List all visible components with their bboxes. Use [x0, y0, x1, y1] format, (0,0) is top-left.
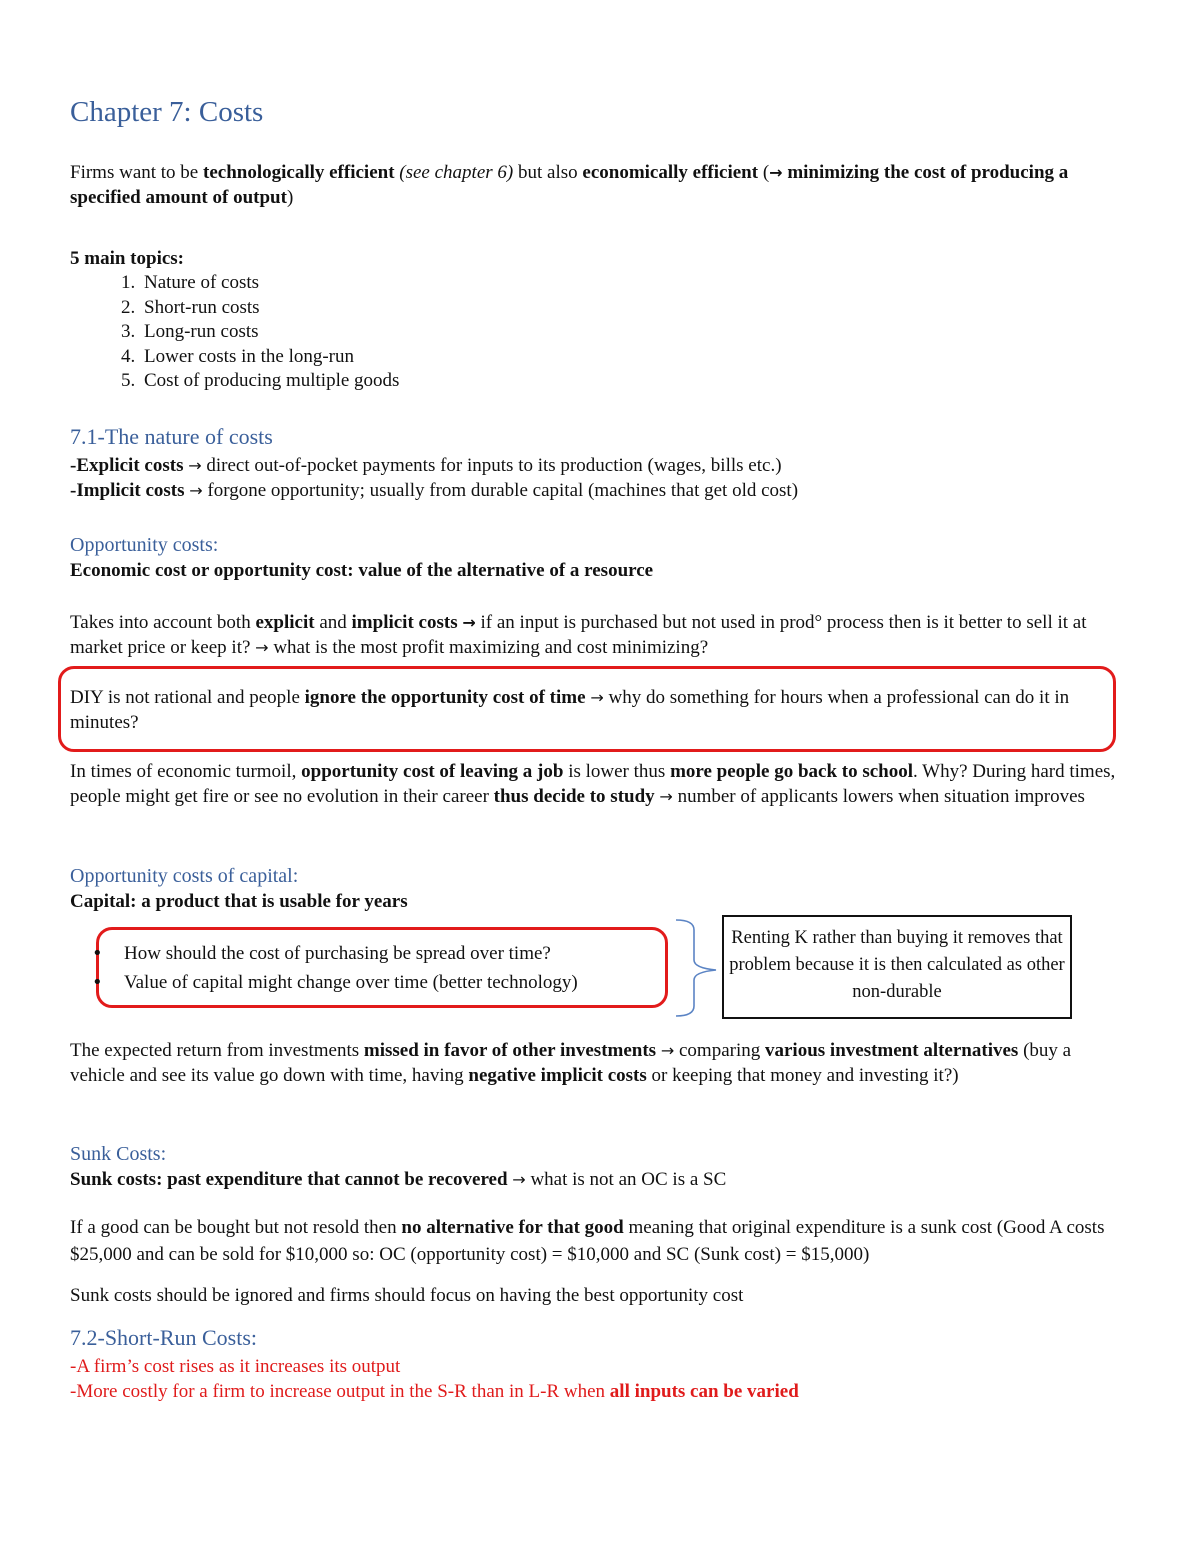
- sunk-costs-section: [70, 1141, 1130, 1192]
- bold-text: more people go back to school: [670, 761, 914, 782]
- list-item: 5. Cost of producing multiple goods: [140, 369, 1130, 394]
- intro-bold-economic: economically efficient: [582, 162, 759, 183]
- paragraph-text: comparing: [674, 1040, 765, 1061]
- turmoil-paragraph: [70, 759, 1130, 809]
- list-item: • Value of capital might change over time (better technology): [106, 968, 668, 997]
- bold-text: missed in favor of other investments: [363, 1040, 657, 1061]
- opportunity-costs-section: [70, 532, 1130, 583]
- bold-text: thus decide to study: [493, 786, 655, 807]
- opportunity-paragraph: [70, 610, 1130, 660]
- intro-text: but also: [513, 162, 583, 183]
- paragraph-text: Sunk costs should be ignored and firms should focus on having the best opportunity cost: [70, 1285, 744, 1306]
- explicit-costs-label: -Explicit costs: [70, 455, 184, 476]
- diy-callout-text: [70, 685, 1100, 735]
- bold-text: various investment alternatives: [765, 1040, 1019, 1061]
- paragraph-text: Takes into account both: [70, 612, 256, 633]
- intro-paragraph: [70, 160, 1130, 210]
- arrow-right-icon: →: [590, 688, 604, 707]
- arrow-right-icon: →: [255, 638, 269, 657]
- brace-connector: [668, 918, 728, 1018]
- paragraph-text: is lower thus: [563, 761, 671, 782]
- section-heading: Opportunity costs:: [70, 534, 219, 556]
- paragraph-text: (buy a vehicle and see its value go down with time, having: [70, 1040, 1072, 1086]
- bold-text: negative implicit costs: [468, 1065, 647, 1086]
- list-item: 4. Lower costs in the long-run: [140, 345, 1130, 370]
- implicit-costs-text: forgone opportunity; usually from durable capital (machines that get old cost): [202, 480, 799, 501]
- list-item: 3. Long-run costs: [140, 320, 1130, 345]
- topics-section: [70, 246, 1130, 394]
- intro-bold-definition: minimizing the cost of producing a specified amount of output: [70, 162, 1069, 208]
- red-note-bold: all inputs can be varied: [609, 1381, 799, 1402]
- implicit-costs-label: -Implicit costs: [70, 480, 185, 501]
- arrow-right-icon: →: [769, 163, 783, 182]
- paragraph-text: meaning that original expenditure is a sunk cost (Good A costs $25,000 and can be sold for $10,000 so: OC (opportunity cost) = $10,000 and SC (Sunk cost) = $15,000): [70, 1217, 1105, 1265]
- section-heading: Opportunity costs of capital:: [70, 865, 299, 887]
- paragraph-text: or keeping that money and investing it?): [646, 1065, 959, 1086]
- red-note: -More costly for a firm to increase output in the S-R than in L-R when: [70, 1381, 610, 1402]
- paragraph-text: what is not an OC is a SC: [525, 1169, 727, 1190]
- callout-bold: ignore the opportunity cost of time: [304, 687, 586, 708]
- intro-text: (: [758, 162, 770, 183]
- page-title: Chapter 7: Costs: [70, 96, 264, 128]
- capital-bullets: [78, 939, 668, 997]
- paragraph-text: The expected return from investments: [70, 1040, 364, 1061]
- section-heading: Sunk Costs:: [70, 1143, 167, 1165]
- sunk-paragraph: [70, 1214, 1130, 1268]
- renting-note-box: [722, 915, 1072, 1019]
- arrow-right-icon: →: [660, 1041, 675, 1060]
- paragraph-text: . Why? During hard times, people might get fire or see no evolution in their career: [70, 761, 1116, 807]
- intro-bold-technological: technologically efficient: [203, 162, 395, 183]
- arrow-right-icon: →: [512, 1170, 526, 1189]
- paragraph-text: number of applicants lowers when situation improves: [672, 786, 1085, 807]
- bold-text: opportunity cost of leaving a job: [301, 761, 564, 782]
- intro-italic-ref: (see chapter 6): [394, 162, 514, 183]
- paragraph-text: what is the most profit maximizing and cost minimizing?: [268, 637, 709, 658]
- definition: Capital: a product that is usable for years: [70, 891, 408, 912]
- renting-note-text: Renting K rather than buying it removes that problem because it is then calculated as other non-durable: [729, 928, 1065, 1002]
- arrow-right-icon: →: [189, 481, 203, 500]
- list-item: 2. Short-run costs: [140, 296, 1130, 321]
- section-7-2: [70, 1324, 1130, 1404]
- sunk-conclusion: [70, 1283, 1130, 1308]
- paragraph-text: and: [314, 612, 352, 633]
- topics-list: [70, 271, 1130, 394]
- paragraph-text: If a good can be bought but not resold then: [70, 1217, 402, 1238]
- list-item: • How should the cost of purchasing be spread over time?: [106, 939, 668, 968]
- definition: Economic cost or opportunity cost: value of the alternative of a resource: [70, 560, 654, 581]
- list-item: 1. Nature of costs: [140, 271, 1130, 296]
- arrow-right-icon: →: [462, 613, 476, 632]
- arrow-right-icon: →: [659, 787, 673, 806]
- paragraph-text: In times of economic turmoil,: [70, 761, 302, 782]
- explicit-costs-text: direct out-of-pocket payments for inputs to its production (wages, bills etc.): [201, 455, 782, 476]
- topics-heading: 5 main topics:: [70, 248, 184, 269]
- bold-text: explicit: [255, 612, 315, 633]
- bold-text: implicit costs: [351, 612, 458, 633]
- paragraph-text: if an input is purchased but not used in prod° process then is it better to sell it at market price or keep it?: [70, 612, 1087, 658]
- section-heading: 7.2-Short-Run Costs:: [70, 1325, 258, 1350]
- capital-section: [70, 863, 1130, 914]
- investment-paragraph: [70, 1038, 1130, 1088]
- section-7-1: [70, 423, 1130, 503]
- intro-text: Firms want to be: [70, 162, 203, 183]
- section-heading: 7.1-The nature of costs: [70, 424, 273, 449]
- arrow-right-icon: →: [188, 456, 202, 475]
- bold-text: no alternative for that good: [401, 1217, 624, 1238]
- intro-text: ): [286, 187, 294, 208]
- callout-text: why do something for hours when a professional can do it in minutes?: [70, 687, 1070, 733]
- callout-text: DIY is not rational and people: [70, 687, 305, 708]
- definition: Sunk costs: past expenditure that cannot be recovered: [70, 1169, 508, 1190]
- red-note: -A firm’s cost rises as it increases its output: [70, 1356, 401, 1377]
